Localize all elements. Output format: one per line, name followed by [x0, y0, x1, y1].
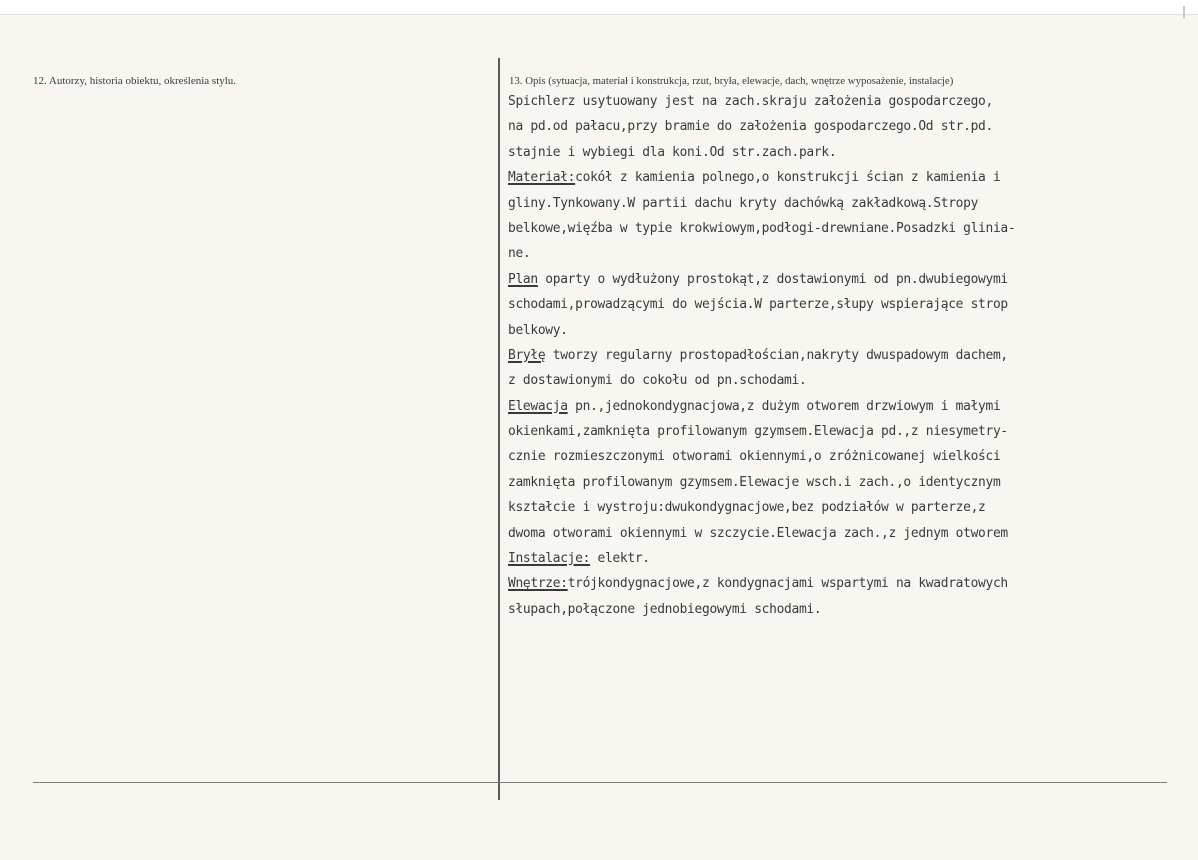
line-text: gliny.Tynkowany.W partii dachu kryty dachówką zakładkową.Stropy — [508, 195, 979, 211]
line-text: belkowe,więźba w typie krokwiowym,podłogi-drewniane.Posadzki glinia- — [508, 220, 1016, 236]
description-line — [508, 368, 1196, 393]
line-text: kształcie i wystroju:dwukondygnacjowe,bez podziałów w parterze,z — [508, 500, 986, 516]
line-heading: Elewacja — [508, 398, 568, 414]
line-text: Spichlerz usytuowany jest na zach.skraju założenia gospodarczego, — [508, 94, 993, 109]
description-line — [508, 89, 1196, 114]
line-heading: Instalacje: — [508, 551, 591, 567]
description-line — [508, 292, 1196, 317]
description-line — [508, 343, 1196, 368]
corner-tick-mark — [1183, 6, 1185, 18]
description-line — [508, 241, 1196, 266]
description-line — [508, 114, 1196, 139]
description-line — [508, 318, 1196, 343]
line-heading: Bryłę — [508, 347, 546, 363]
description-line — [508, 597, 1196, 622]
line-text: oparty o wydłużony prostokąt,z dostawionymi od pn.dwubiegowymi — [537, 271, 1008, 287]
description-text — [508, 89, 1196, 622]
description-line — [508, 165, 1196, 190]
line-text: z dostawionymi do cokołu od pn.schodami. — [508, 373, 807, 389]
authors-history-style-label: 12. Autorzy, historia obiektu, określenia stylu. — [33, 75, 237, 87]
line-text: słupach,połączone jednobiegowymi schodami. — [508, 601, 822, 617]
description-label: 13. Opis (sytuacja, materiał i konstrukcja, rzut, bryła, elewacje, dach, wnętrze wyposażenie, instalacje) — [509, 75, 954, 87]
line-text: okienkami,zamknięta profilowanym gzymsem.Elewacja pd.,z niesymetry- — [508, 424, 1008, 440]
line-heading: Materiał: — [508, 170, 576, 186]
line-heading: Wnętrze: — [508, 576, 568, 592]
description-line — [508, 394, 1196, 419]
description-line — [508, 546, 1196, 571]
line-text: elektr. — [590, 551, 650, 567]
line-heading: Plan — [508, 271, 538, 287]
line-text: schodami,prowadzącymi do wejścia.W parterze,słupy wspierające strop — [508, 297, 1008, 313]
description-line — [508, 267, 1196, 292]
description-line — [508, 521, 1196, 546]
description-line — [508, 495, 1196, 520]
bottom-rule — [33, 782, 1167, 783]
line-text: ne. — [508, 246, 531, 262]
line-text: zamknięta profilowanym gzymsem.Elewacje wsch.i zach.,o identycznym — [508, 474, 1001, 490]
line-text: na pd.od pałacu,przy bramie do założenia gospodarczego.Od str.pd. — [508, 119, 993, 135]
line-text: dwoma otworami okiennymi w szczycie.Elewacja zach.,z jednym otworem — [508, 525, 1008, 541]
description-line — [508, 444, 1196, 469]
line-text: stajnie i wybiegi dla koni.Od str.zach.park. — [508, 144, 837, 160]
description-line — [508, 470, 1196, 495]
line-text: pn.,jednokondygnacjowa,z dużym otworem drzwiowym i małymi — [567, 398, 1001, 414]
description-line — [508, 419, 1196, 444]
line-text: cokół z kamienia polnego,o konstrukcji ścian z kamienia i — [575, 170, 1001, 186]
line-text: trójkondygnacjowe,z kondygnacjami wspartymi na kwadratowych — [567, 576, 1008, 592]
description-line — [508, 216, 1196, 241]
description-line — [508, 571, 1196, 596]
top-margin-strip — [0, 0, 1198, 15]
description-line — [508, 140, 1196, 165]
line-text: tworzy regularny prostopadłościan,nakryty dwuspadowym dachem, — [545, 347, 1008, 363]
line-text: belkowy. — [508, 322, 568, 338]
column-divider — [498, 58, 500, 800]
line-text: cznie rozmieszczonymi otworami okiennymi,o zróżnicowanej wielkości — [508, 449, 1001, 465]
description-line — [508, 191, 1196, 216]
